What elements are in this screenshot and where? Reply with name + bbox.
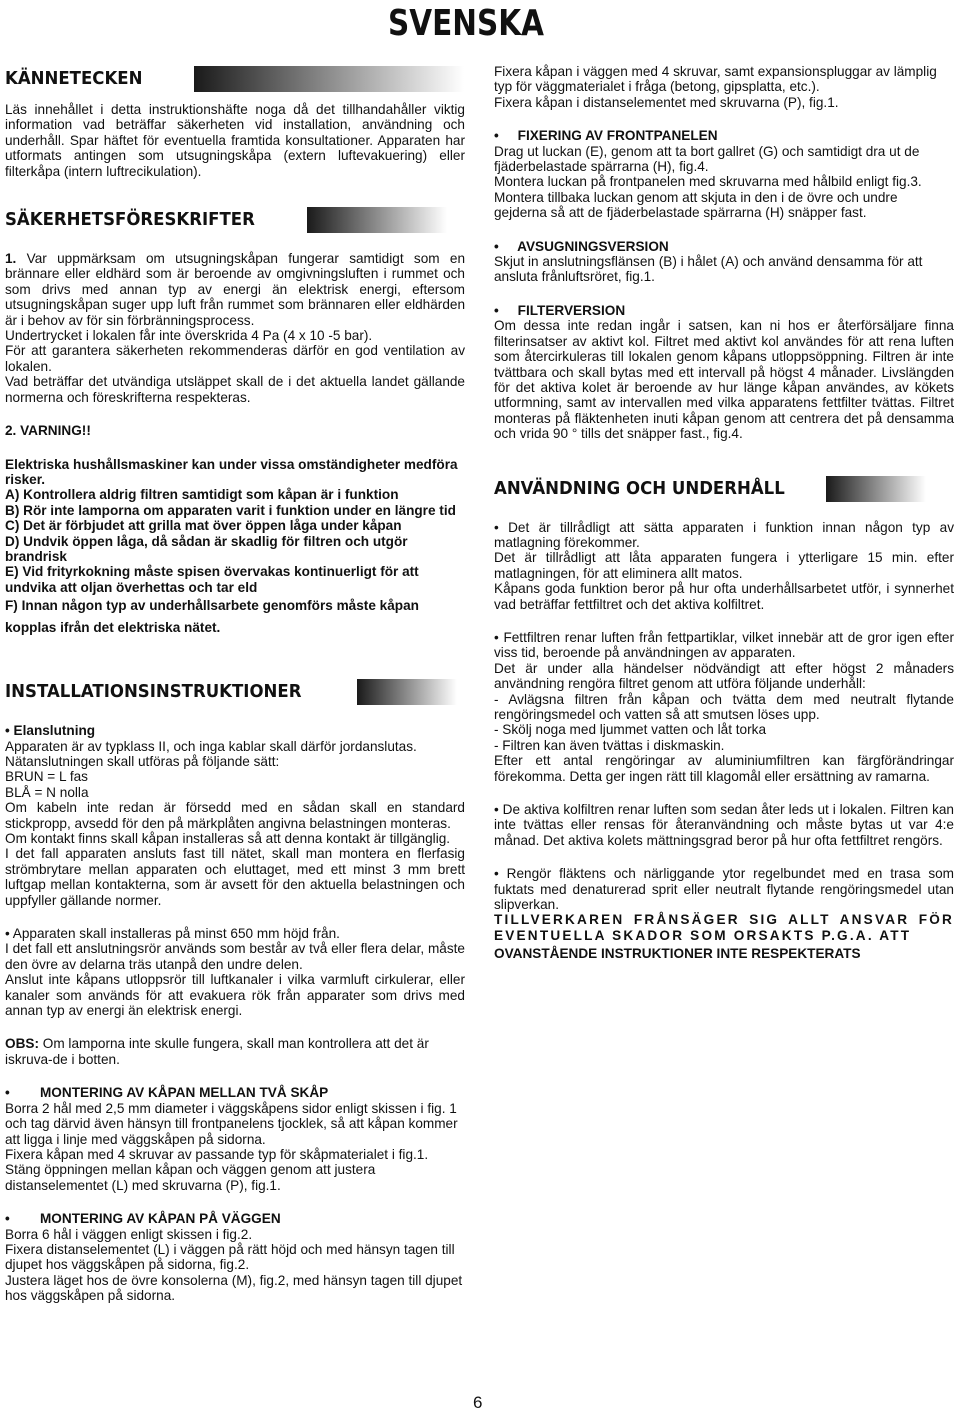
mounting-between-para-1: Borra 2 hål med 2,5 mm diameter i väggskåpens sidor enligt skissen i fig. 1 och tag därvid även hänsyn till frontpanelens tjocklek, så att kåpan kommer att ligga i linje med väggskåpen på sidorna. bbox=[5, 1100, 458, 1147]
mounting-wall-para-3: Justera läget hos de övre konsolerna (M), fig.2, med hänsyn tagen till djupet hos väggskåpen på sidorna. bbox=[5, 1272, 463, 1304]
intro-paragraph: Läs innehållet i detta instruktionshäfte noga då det tillhandahåller viktig information vad beträffar säkerheten vid installation, användning och underhåll. Spar häftet för eventuella framtida konsultationer. Apparaten har utformats antingen som utsugningskåpa (extern luftevakuering) eller filterkåpa (intern luftrecikulation). bbox=[5, 102, 465, 179]
left-column bbox=[5, 64, 465, 1304]
obs-text: Om lamporna inte skulle fungera, skall man kontrollera att det är iskruva-de i botten. bbox=[5, 1036, 429, 1067]
front-panel-para-1: Drag ut luckan (E), genom att ta bort gallret (G) och samtidigt dra ut de fjäderbelastade spärrarna (H), fig.4. bbox=[494, 143, 920, 175]
height-para-2: I det fall ett anslutningsrör används som består av två eller flera delar, måste den övre av delarna träs utanpå den undre delen. bbox=[5, 941, 465, 972]
obs-label: OBS: bbox=[5, 1036, 39, 1052]
use-para-1: • Det är tillrådligt att sätta apparaten i funktion innan någon typ av matlagning förekommer. bbox=[494, 519, 954, 550]
carbon-filter-para: • De aktiva kolfiltren renar luften som sedan åter leds ut i lokalen. Filtren kan inte tvättas eller rensas för återanvändning och måste bytas ut var 4:e månad. Det aktiva kolets mättningsgrad beror på hur ofta fettfiltret rengörs. bbox=[494, 802, 954, 848]
heading-features bbox=[5, 66, 465, 92]
electrical-blue: BLÅ = N nolla bbox=[5, 784, 89, 800]
electrical-connection-title: • Elanslutning bbox=[5, 723, 96, 739]
warning-item-f: F) Innan någon typ av underhållsarbete genomförs måste kåpan kopplas ifrån det elektriska nätet. bbox=[5, 598, 419, 636]
front-panel-para-3: Montera tillbaka luckan genom att skjuta in den i de övre och undre gejderna så att de fjäderbelastade spärrarna (H) snäpper fast. bbox=[494, 189, 898, 221]
warning-heading: 2. VARNING!! bbox=[5, 423, 91, 439]
grease-filter-para-5: - Filtren kan även tvättas i diskmaskin. bbox=[494, 737, 725, 753]
heading-use-maintenance-text: ANVÄNDNING OCH UNDERHÅLL bbox=[494, 477, 785, 499]
safety-item-1c: För att garantera säkerheten rekommenderas därför en god ventilation av lokalen. bbox=[5, 343, 465, 374]
safety-item-1 bbox=[5, 251, 465, 328]
front-panel-title: • FIXERING AV FRONTPANELEN bbox=[494, 128, 718, 144]
warning-item-c: C) Det är förbjudet att grilla mat över öppen låga under kåpan bbox=[5, 518, 402, 534]
grease-filter-para-2: Det är under alla händelser nödvändigt att efter högst 2 månaders användning rengöra filtret genom att utföra följande underhåll: bbox=[494, 660, 954, 692]
right-column bbox=[494, 64, 954, 962]
safety-item-1-text: Var uppmärksam om utsugningskåpan fungerar samtidigt som en brännare eller eldhärd som är beroende av omgivningsluften i rummet och som drivs med annan typ av energi än elektrisk energi, eftersom utsugningskåpan suger upp luft från rummet som brännaren eller eldhärden är i behov av för sin förbränningsprocess. bbox=[5, 251, 465, 328]
filter-version-para: Om dessa inte redan ingår i satsen, kan ni hos er återförsäljare finna filterinsatser av aktivt kol. Filtret med aktivt kol användes för att rena luften som återcirkuleras till lokalen genom kåpans utloppsöppning. Filtren är inte tvättbara och skall bytas med ett intervall på högst 4 månader. Livslängden för det aktiva kolet är beroende av hur länge kåpan användes, av kökets utformning, samt av intervallen med vilka apparatens fettfilter tvättas. Filtret monteras på fläktenheten inuti kåpan genom att centrera det på densamma och vrida 90 ° tills det snäpper fast., fig.4. bbox=[494, 318, 954, 442]
mounting-wall-title: • MONTERING AV KÅPAN PÅ VÄGGEN bbox=[5, 1211, 281, 1227]
heading-installation bbox=[5, 679, 465, 705]
right-para-1: Fixera kåpan i väggen med 4 skruvar, samt expansionspluggar av lämplig typ för väggmaterialet i fråga (betong, gipsplatta, etc.). bbox=[494, 64, 937, 95]
grease-filter-para-4: - Skölj noga med ljummet vatten och låt torka bbox=[494, 722, 767, 738]
electrical-para-6: Om kontakt finns skall kåpan installeras så att denna kontakt är tillgänglig. bbox=[5, 831, 451, 846]
electrical-para-1: Apparaten är av typklass II, och inga kablar skall därför jordanslutas. bbox=[5, 738, 417, 754]
warning-item-b: B) Rör inte lamporna om apparaten varit i funktion under en längre tid bbox=[5, 502, 456, 518]
mounting-wall-para-2: Fixera distanselementet (L) i väggen på rätt höjd och med hänsyn tagen till djupet hos väggskåpen på sidorna, fig.2. bbox=[5, 1241, 455, 1273]
warning-intro: Elektriska hushållsmaskiner kan under vissa omständigheter medföra risker. bbox=[5, 456, 458, 487]
obs-note bbox=[5, 1036, 465, 1067]
height-para-1: • Apparaten skall installeras på minst 650 mm höjd från. bbox=[5, 926, 340, 942]
mounting-between-cabinets-title: • MONTERING AV KÅPAN MELLAN TVÅ SKÅP bbox=[5, 1085, 329, 1101]
disclaimer-line-1: TILLVERKAREN FRÅNSÄGER SIG ALLT ANSVAR FÖR EVENTUELLA SKADOR SOM ORSAKTS P.G.A. ATT bbox=[494, 912, 954, 943]
height-para-3: Anslut inte kåpans utloppsrör till luftkanaler i vilka varmluft cirkulerar, eller kanaler som används för att evakuera rök från apparater som drivs med annan typ av energi än elektrisk energi. bbox=[5, 972, 465, 1019]
right-para-2: Fixera kåpan i distanselementet med skruvarna (P), fig.1. bbox=[494, 94, 839, 110]
warning-item-a: A) Kontrollera aldrig filtren samtidigt som kåpan är i funktion bbox=[5, 487, 399, 503]
heading-features-text: KÄNNETECKEN bbox=[5, 68, 143, 89]
grease-filter-para-3: - Avlägsna filtren från kåpan och tvätta dem med neutralt flytande rengöringsmedel och vatten så att smutsen löses upp. bbox=[494, 691, 954, 722]
grease-filter-para-1: • Fettfiltren renar luften från fettpartiklar, vilket innebär att de gror igen efter viss tid, beroende på användningen av apparaten. bbox=[494, 629, 954, 661]
warning-item-d: D) Undvik öppen låga, då sådan är skadlig för filtren och utgör brandrisk bbox=[5, 533, 408, 564]
front-panel-para-2: Montera luckan på frontpanelen med skruvarna med hålbild enligt fig.3. bbox=[494, 174, 922, 190]
heading-gradient-bar bbox=[307, 207, 447, 233]
extraction-version-title: • AVSUGNINGSVERSION bbox=[494, 238, 669, 254]
heading-safety bbox=[5, 207, 465, 233]
safety-item-1b: Undertrycket i lokalen får inte överskrida 4 Pa (4 x 10 -5 bar). bbox=[5, 328, 373, 344]
heading-use-maintenance bbox=[494, 476, 954, 502]
disclaimer-line-2: OVANSTÅENDE INSTRUKTIONER INTE RESPEKTERATS bbox=[494, 946, 861, 962]
electrical-para-2: Nätanslutningen skall utföras på följande sätt: bbox=[5, 753, 280, 769]
heading-gradient-bar bbox=[357, 679, 457, 705]
page-number: 6 bbox=[473, 1393, 483, 1412]
mounting-wall-para-1: Borra 6 hål i väggen enligt skissen i fig.2. bbox=[5, 1226, 253, 1242]
language-title: SVENSKA bbox=[388, 3, 544, 44]
filter-version-title: • FILTERVERSION bbox=[494, 302, 626, 318]
heading-gradient-bar bbox=[826, 476, 926, 502]
electrical-para-7: I det fall apparaten ansluts fast till nätet, skall man montera en flerfasig strömbrytare mellan apparaten och eluttaget, med ett minst 3 mm brett luftgap mellan kontakterna, som är avsett för den aktuella belastningen och uppfyller gällande normer. bbox=[5, 846, 465, 908]
electrical-brown: BRUN = L fas bbox=[5, 769, 88, 785]
heading-installation-text: INSTALLATIONSINSTRUKTIONER bbox=[5, 681, 302, 703]
use-para-2: Det är tillrådligt att låta apparaten fungera i ytterligare 15 min. efter matlagningen, för att eliminera allt matos. bbox=[494, 550, 954, 581]
mounting-between-para-2: Fixera kåpan med 4 skruvar av passande typ för skåpmaterialet i fig.1. Stäng öppningen mellan kåpan och väggen genom att justera distanselementet (L) med skruvarna (P), fig.1. bbox=[5, 1146, 429, 1193]
cleaning-para: • Rengör fläktens och närliggande ytor regelbundet med en trasa som fuktats med denaturerad sprit eller neutralt flytande rengöringsmedel utan slipverkan. bbox=[494, 866, 954, 913]
heading-gradient-bar bbox=[194, 66, 464, 92]
heading-safety-text: SÄKERHETSFÖRESKRIFTER bbox=[5, 209, 255, 231]
safety-item-1-number: 1. bbox=[5, 251, 17, 267]
use-para-3: Kåpans goda funktion beror på hur ofta underhållsarbetet utför, i synnerhet vad beträffar fettfiltret och det aktiva kolfiltret. bbox=[494, 581, 954, 612]
warning-item-e: E) Vid frityrkokning måste spisen övervakas kontinuerligt för att undvika att oljan överhettas och tar eld bbox=[5, 564, 419, 595]
grease-filter-para-6: Efter ett antal rengöringar av aluminiumfiltren kan färgförändringar förekomma. Detta ger ingen rätt till klagomål eller ersättning av ramarna. bbox=[494, 753, 954, 784]
electrical-para-5: Om kabeln inte redan är försedd med en sådan skall en standard stickpropp, avsedd för den på märkplåten angivna belastningen monteras. bbox=[5, 800, 465, 831]
extraction-version-para: Skjut in anslutningsflänsen (B) i hålet (A) och använd densamma för att ansluta frånluftsröret, fig.1. bbox=[494, 254, 923, 285]
safety-item-1d: Vad beträffar det utvändiga utsläppet skall de i det aktuella landet gällande normerna och föreskrifterna respekteras. bbox=[5, 374, 465, 405]
